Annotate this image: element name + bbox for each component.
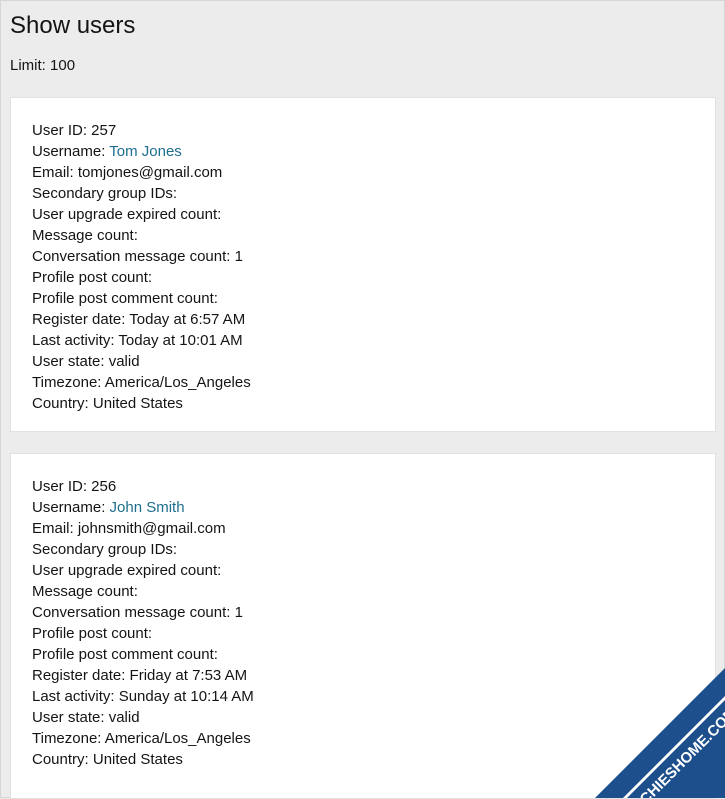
limit-label: Limit: 100 (10, 57, 76, 74)
username-label: Username: (32, 499, 110, 516)
country: Country: United States (32, 395, 183, 412)
conversation-message-count: Conversation message count: 1 (32, 248, 243, 265)
last-activity: Last activity: Sunday at 10:14 AM (32, 688, 254, 705)
username-link[interactable]: Tom Jones (109, 143, 182, 160)
message-count: Message count: (32, 227, 138, 244)
profile-post-comment-count: Profile post comment count: (32, 646, 218, 663)
timezone: Timezone: America/Los_Angeles (32, 374, 251, 391)
country: Country: United States (32, 751, 183, 768)
user-state: User state: valid (32, 353, 140, 370)
message-count: Message count: (32, 583, 138, 600)
timezone: Timezone: America/Los_Angeles (32, 730, 251, 747)
profile-post-comment-count: Profile post comment count: (32, 290, 218, 307)
profile-post-count: Profile post count: (32, 269, 153, 286)
upgrade-expired-count: User upgrade expired count: (32, 206, 222, 223)
secondary-group-ids: Secondary group IDs: (32, 541, 178, 558)
user-id: User ID: 257 (32, 122, 117, 139)
user-card (10, 97, 716, 432)
register-date: Register date: Friday at 7:53 AM (32, 667, 248, 684)
user-card (10, 453, 716, 799)
user-id: User ID: 256 (32, 478, 117, 495)
username-row (32, 497, 715, 518)
register-date: Register date: Today at 6:57 AM (32, 311, 246, 328)
username-link[interactable]: John Smith (109, 499, 185, 516)
profile-post-count: Profile post count: (32, 625, 153, 642)
page-title: Show users (10, 12, 136, 39)
upgrade-expired-count: User upgrade expired count: (32, 562, 222, 579)
email: Email: tomjones@gmail.com (32, 164, 223, 181)
last-activity: Last activity: Today at 10:01 AM (32, 332, 243, 349)
user-state: User state: valid (32, 709, 140, 726)
email: Email: johnsmith@gmail.com (32, 520, 226, 537)
username-label: Username: (32, 143, 110, 160)
conversation-message-count: Conversation message count: 1 (32, 604, 243, 621)
username-row (32, 141, 715, 162)
secondary-group-ids: Secondary group IDs: (32, 185, 178, 202)
